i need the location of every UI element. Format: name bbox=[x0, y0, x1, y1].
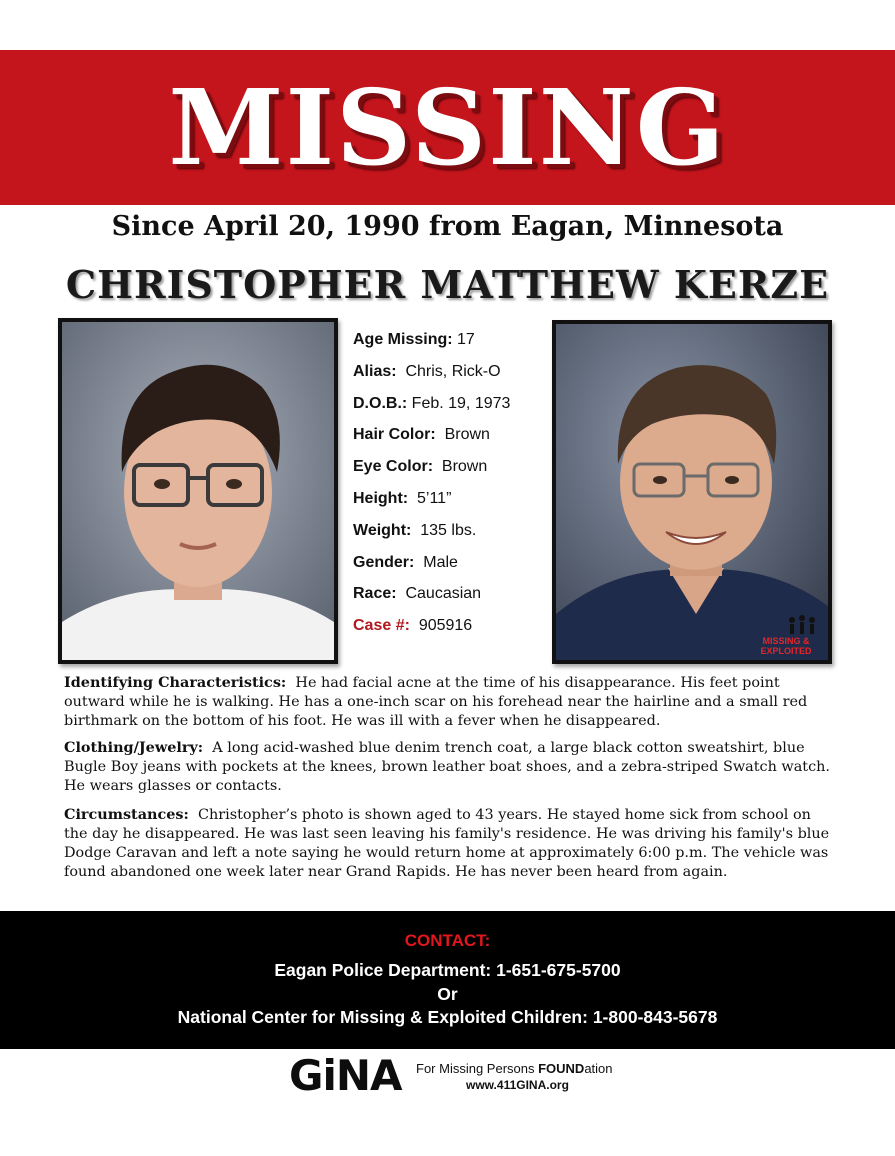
person-details bbox=[353, 331, 543, 649]
clothing-text: A long acid-washed blue denim trench coat, a large black cotton sweatshirt, blue Bugle Boy jeans with pockets at the knees, brown leather boat shoes, and a zebra-striped Swatch watch. He wears glasses or contacts. bbox=[64, 740, 830, 794]
missing-since-line: Since April 20, 1990 from Eagan, Minnesota bbox=[111, 211, 784, 242]
person-name: CHRISTOPHER MATTHEW KERZE bbox=[65, 262, 830, 307]
contact-police: Eagan Police Department: 1-651-675-5700 bbox=[274, 960, 621, 980]
identifying-characteristics bbox=[64, 673, 836, 731]
contact-box bbox=[0, 911, 895, 1049]
identifying-label: Identifying Characteristics: bbox=[64, 674, 287, 691]
circumstances-text: Christopher’s photo is shown aged to 43 years. He stayed home sick from school on the day he disappeared. He was last seen leaving his family's residence. He was driving his family's blue Dodge Caravan and left a note saying he would return home at approximately 6:00 p.m. The vehicle was found abandoned one week later near Grand Rapids. He has never been heard from again. bbox=[64, 807, 830, 880]
detail-hair-color: Hair Color: Brown bbox=[353, 426, 490, 444]
detail-dob: D.O.B.: Feb. 19, 1973 bbox=[353, 394, 511, 412]
missing-banner bbox=[0, 50, 895, 205]
detail-eye-color: Eye Color: Brown bbox=[353, 458, 488, 476]
gina-tagline: For Missing Persons FOUNDation bbox=[416, 1061, 613, 1076]
identifying-text: He had facial acne at the time of his disappearance. His feet point outward while he is walking. He has a one-inch scar on his forehead near the hairline and a small red birthmark on the bottom of his foot. He was ill with a fever when he disappeared. bbox=[64, 675, 808, 729]
circumstances bbox=[64, 805, 836, 882]
detail-gender: Gender: Male bbox=[353, 553, 458, 571]
detail-height: Height: 5’11” bbox=[353, 489, 452, 507]
clothing-label: Clothing/Jewelry: bbox=[64, 739, 204, 756]
detail-case-number: Case #: 905916 bbox=[353, 617, 473, 635]
gina-url[interactable]: www.411GINA.org bbox=[466, 1078, 569, 1092]
photo-at-disappearance bbox=[58, 318, 338, 664]
clothing-jewelry bbox=[64, 738, 836, 796]
contact-ncmec: National Center for Missing & Exploited Children: 1-800-843-5678 bbox=[177, 1007, 718, 1027]
watermark-line2: EXPLOITED bbox=[760, 646, 812, 656]
watermark-line1: MISSING & bbox=[762, 636, 810, 646]
banner-title: MISSING bbox=[168, 65, 727, 189]
contact-title: CONTACT: bbox=[404, 931, 491, 950]
detail-weight: Weight: 135 lbs. bbox=[353, 521, 477, 539]
circumstances-label: Circumstances: bbox=[64, 806, 189, 823]
children-silhouette-icon bbox=[789, 615, 815, 634]
photo-age-progressed bbox=[552, 320, 832, 664]
detail-race: Race: Caucasian bbox=[353, 585, 482, 603]
gina-logo: GiNA bbox=[289, 1051, 402, 1100]
detail-alias: Alias: Chris, Rick-O bbox=[353, 362, 501, 380]
contact-or: Or bbox=[437, 984, 458, 1004]
detail-age-missing: Age Missing: 17 bbox=[353, 331, 475, 348]
